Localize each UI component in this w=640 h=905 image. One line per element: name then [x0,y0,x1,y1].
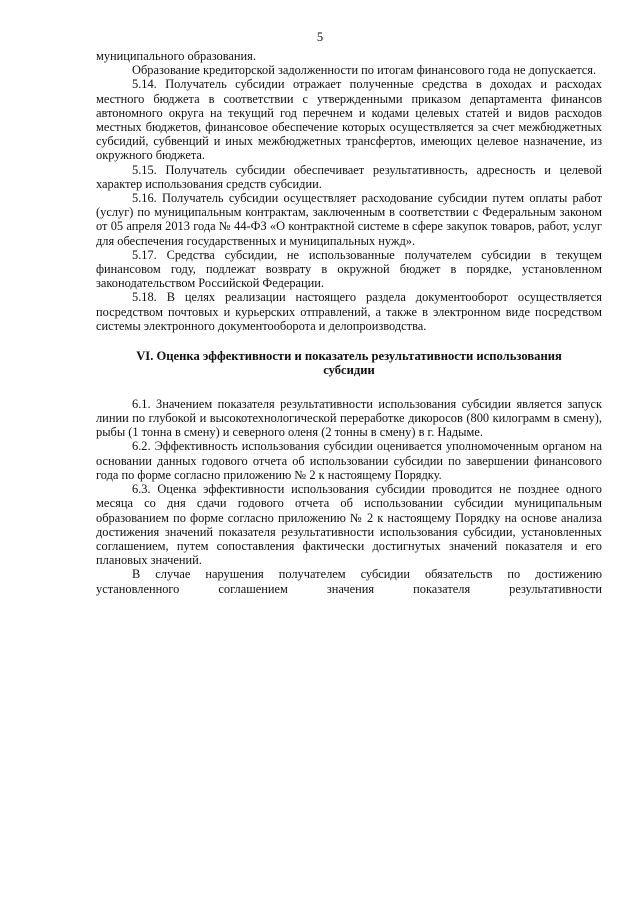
paragraph-6-3: 6.3. Оценка эффективности использования субсидии проводится не позднее одного месяца со дня сдачи годового отчета об использовании субсидии муниципальным образованием по форме согласно приложению № 2 к настоящему Порядку на основе анализа достижения значений показателя результативности использования субсидии, установленных соглашением, путем сопоставления фактически достигнутых значений показателя и его плановых значений. [96,482,602,568]
section-heading: VI. Оценка эффективности и показатель результативности использования субсидии [136,349,562,378]
paragraph-continuation: муниципального образования. [96,49,256,63]
paragraph-creditor-debt: Образование кредиторской задолженности по итогам финансового года не допускается. [132,63,597,78]
paragraph-6-2: 6.2. Эффективность использования субсидии оценивается уполномоченным органом на основании данных годового отчета об использовании субсидии по завершении финансового года по форме согласно приложению № 2 к настоящему Порядку. [96,439,602,482]
paragraph-5-18: 5.18. В целях реализации настоящего раздела документооборот осуществляется посредством почтовых и курьерских отправлений, а также в электронном виде посредством системы электронного документооборота и делопроизводства. [96,290,602,333]
paragraph-5-14: 5.14. Получатель субсидии отражает полученные средства в доходах и расходах местного бюджета в соответствии с утвержденными приказом департамента финансов автономного округа на текущий год перечнем и кодами целевых статей и видов расходов местных бюджетов, финансовое обеспечение которых осуществляется за счет межбюджетных субсидий, субвенций и иных межбюджетных трансфертов, имеющих целевое назначение, из окружного бюджета. [96,77,602,163]
paragraph-5-17: 5.17. Средства субсидии, не использованные получателем субсидии в текущем финансовом году, подлежат возврату в окружной бюджет в порядке, установленном законодательством Российской Федерации. [96,247,602,291]
paragraph-violation: В случае нарушения получателем субсидии обязательств по достижению установленного соглашением значения показателя результативности [96,567,602,596]
paragraph-5-16: 5.16. Получатель субсидии осуществляет расходование субсидии путем оплаты работ (услуг) по муниципальным контрактам, заключенным в соответствии с Федеральным законом от 05 апреля 2013 года № 44-ФЗ «О контрактной системе в сфере закупок товаров, работ, услуг для обеспечения государственных и муниципальных нужд». [96,191,602,248]
document-body [96,49,602,596]
page-number: 5 [316,30,324,44]
paragraph-5-15: 5.15. Получатель субсидии обеспечивает результативность, адресность и целевой характер использования средств субсидии. [96,162,602,191]
paragraph-6-1: 6.1. Значением показателя результативности использования субсидии является запуск линии по глубокой и высокотехнологической переработке дикоросов (800 килограмм в смену), рыбы (1 тонна в смену) и северного оленя (2 тонны в смену) в г. Надыме. [96,396,602,440]
